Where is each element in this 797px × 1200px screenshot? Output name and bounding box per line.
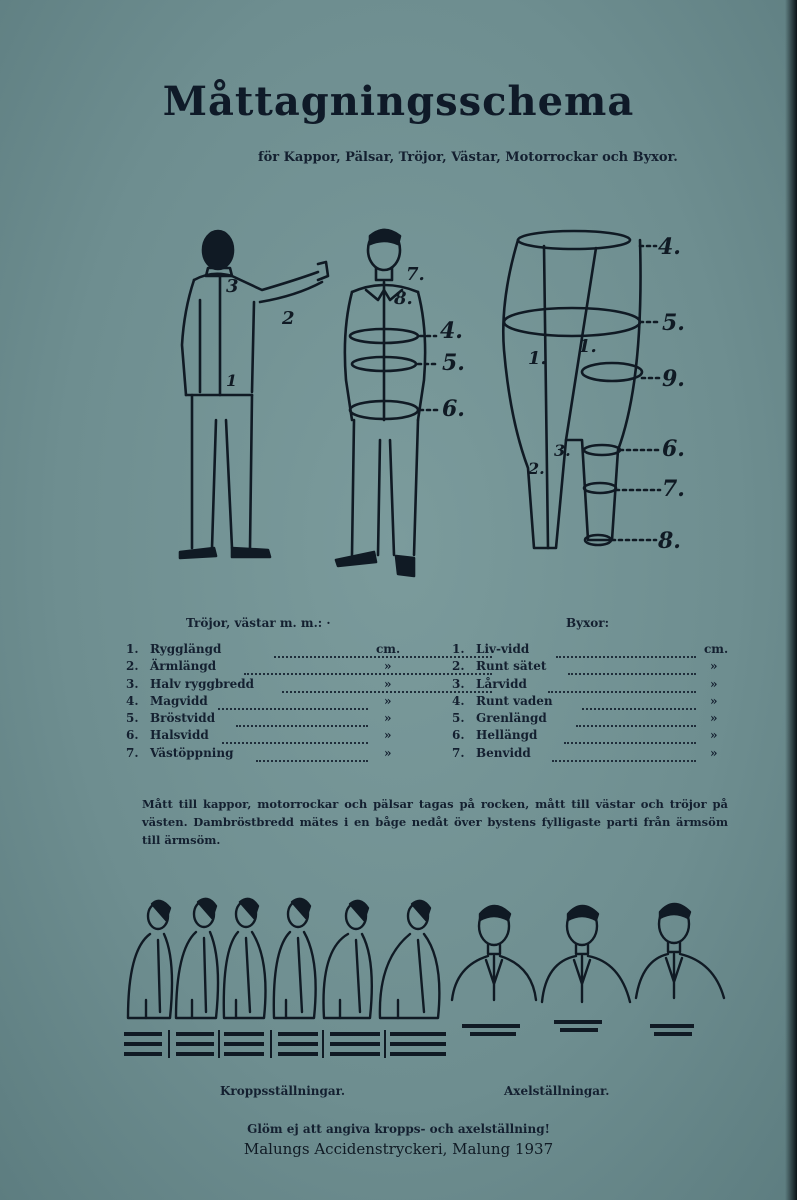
measurement-note: Mått till kappor, motorrockar och pälsar tagas på rocken, mått till västar och tröjor på västen. Dambröstbredd mätes i en båge nedåt över bystens fylligaste parti från ärmsöm till ärmsöm. xyxy=(142,797,728,847)
jackets-heading: Tröjor, västar m. m.: · xyxy=(186,616,331,630)
shoulder-posture-caption: Axelställningar. xyxy=(504,1084,610,1098)
body-posture-figures xyxy=(124,899,446,1058)
front-label-4: 4. xyxy=(440,318,463,344)
trousers-list xyxy=(452,642,734,763)
list-item: 3. Halv ryggbredd » xyxy=(126,677,402,694)
body-posture-6 xyxy=(380,901,440,1018)
list-item: 2. Ärmlängd » xyxy=(126,659,402,676)
trousers-heading: Byxor: xyxy=(566,616,610,630)
list-item: 1. Liv-vidd cm. xyxy=(452,642,729,656)
posture-reminder: Glöm ej att angiva kropps- och axelställning! xyxy=(247,1122,550,1136)
body-posture-5 xyxy=(324,901,372,1018)
list-item: 6. Hellängd » xyxy=(452,728,718,743)
page-edge-shadow xyxy=(785,0,797,1200)
shoulder-posture-2 xyxy=(542,906,630,1002)
front-label-7: 7. xyxy=(406,264,425,285)
body-posture-4 xyxy=(274,899,316,1018)
list-item: 3. Lårvidd » xyxy=(452,676,718,691)
shoulder-posture-codes xyxy=(462,1020,694,1036)
list-item: 4. Magvidd » xyxy=(126,693,392,708)
back-label-3: 3 xyxy=(226,276,239,297)
front-label-6: 6. xyxy=(442,396,465,422)
front-label-8: 8. xyxy=(394,288,413,309)
pants-label-8: 8. xyxy=(658,528,681,554)
list-item: 1. Rygglängd cm. xyxy=(126,642,402,659)
jackets-list xyxy=(126,642,402,763)
list-item: 7. Benvidd » xyxy=(452,745,718,760)
body-posture-1 xyxy=(128,901,172,1018)
pants-label-1-left: 1. xyxy=(528,348,547,369)
back-label-2: 2 xyxy=(282,308,295,329)
trousers-figure xyxy=(503,231,660,548)
body-posture-caption: Kroppsställningar. xyxy=(220,1084,346,1098)
page-title: Måttagningsschema xyxy=(162,78,635,125)
shoulder-posture-figures xyxy=(452,904,724,1036)
page-subtitle: för Kappor, Pälsar, Tröjor, Västar, Motorrockar och Byxor. xyxy=(258,150,678,165)
shoulder-posture-1 xyxy=(452,906,536,1000)
list-item: 5. Bröstvidd » xyxy=(126,711,392,726)
pants-label-7: 7. xyxy=(662,476,685,502)
pants-label-2: 2. xyxy=(528,459,545,478)
pants-label-9: 9. xyxy=(662,366,685,392)
back-label-1: 1 xyxy=(226,371,238,390)
list-item: 5. Grenlängd » xyxy=(452,711,718,726)
shoulder-posture-3 xyxy=(636,904,724,998)
pants-label-5: 5. xyxy=(662,310,685,336)
printer-imprint: Malungs Accidenstryckeri, Malung 1937 xyxy=(243,1140,554,1158)
body-posture-3 xyxy=(224,899,266,1018)
body-posture-codes xyxy=(124,1030,446,1058)
pants-label-4: 4. xyxy=(658,234,681,260)
list-item: 6. Halsvidd » xyxy=(126,728,392,743)
list-item: 7. Västöppning » xyxy=(126,745,392,760)
body-posture-2 xyxy=(176,899,218,1018)
pants-label-3: 3. xyxy=(554,441,571,460)
pants-label-1-right: 1. xyxy=(578,336,597,357)
front-label-5: 5. xyxy=(442,350,465,376)
list-item: 2. Runt sätet » xyxy=(452,659,718,674)
back-view-figure xyxy=(180,231,328,558)
pants-label-6: 6. xyxy=(662,436,685,462)
list-item: 4. Runt vaden » xyxy=(452,693,718,708)
